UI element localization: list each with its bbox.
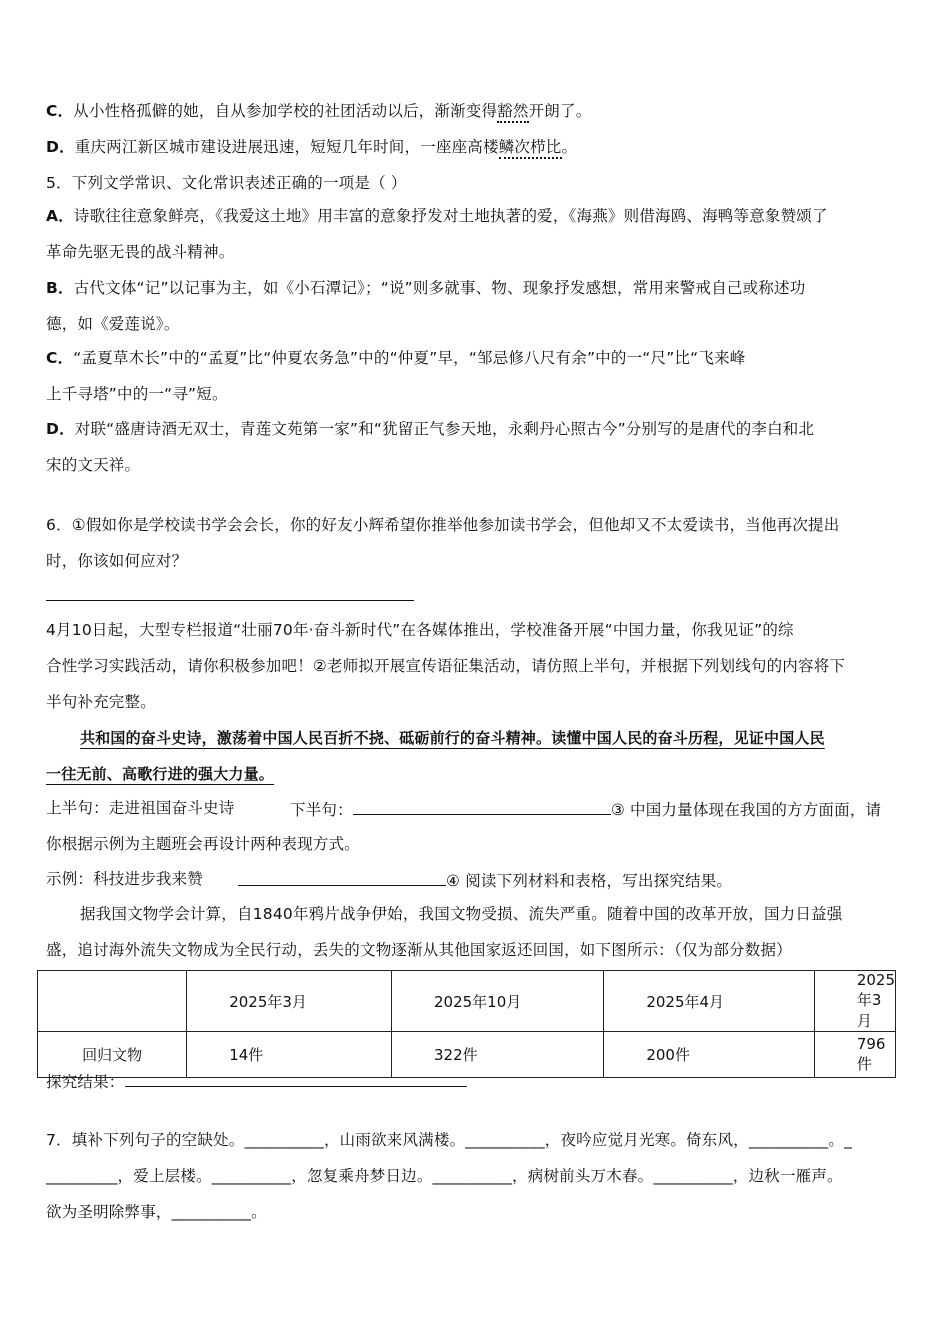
q6-stem-line1: 6．①假如你是学校读书学会会长，你的好友小辉希望你推举他参加读书学会，但他却又不太爱读书，当他再次提出 [46,516,840,534]
result-row [46,1070,467,1092]
option-text-end: 。 [561,138,578,156]
option-label: D． [46,138,75,156]
underlined-sentence-line2: 一往无前、高歌行进的强大力量。 [46,765,275,783]
lower-half-blank[interactable] [353,798,611,815]
table-cell: 14件 [187,1032,392,1078]
option-label: B． [46,279,74,297]
material-line1: 据我国文物学会计算，自1840年鸦片战争伊始，我国文物受损、流失严重。随着中国的改革开放，国力日益强 [80,905,843,923]
result-blank[interactable] [125,1070,467,1087]
q5-option-a-line2: 革命先驱无畏的战斗精神。 [46,243,235,261]
q6-sub3-line2: 你根据示例为主题班会再设计两种表现方式。 [46,835,361,853]
q7-line2: _________，爱上层楼。__________，忽复乘舟梦日边。__________，病树前头万木春。__________，边秋一雁声。 [46,1167,843,1185]
option-text: 古代文体“记”以记事为主，如《小石潭记》；“说”则多就事、物、现象抒发感想，常用来警戒自己或称述功 [73,279,806,297]
table-header-cell: 2025年3月 [187,971,392,1032]
q6-sub4-text: ④ 阅读下列材料和表格，写出探究结果。 [446,872,733,890]
table-header-cell: 2025年3月 [814,971,895,1032]
example-answer-row [238,869,732,891]
table-header-cell [38,971,187,1032]
dotted-word: 豁然 [497,102,528,123]
option-text: 对联“盛唐诗酒无双士，青莲文苑第一家”和“犹留正气参天地，永剩丹心照古今”分别写的是唐代的李白和北 [74,420,815,438]
lower-half-sentence [290,798,881,820]
returned-relics-table [37,970,896,1078]
option-label: D． [46,420,75,438]
table-cell: 322件 [392,1032,604,1078]
q5-option-c-line2: 上千寻塔”中的一“寻”短。 [46,385,228,403]
q7-line3: 欲为圣明除弊事，__________。 [46,1203,267,1221]
material-line2: 盛，追讨海外流失文物成为全民行动，丢失的文物逐渐从其他国家返还回国，如下图所示：（仅为部分数据） [46,941,792,959]
q5-option-b-line1 [46,278,805,298]
q5-option-a-line1 [46,206,828,226]
upper-half-sentence: 上半句：走进祖国奋斗史诗 [46,799,235,817]
q5-option-d-line1 [46,419,814,439]
example-text: 示例：科技进步我来赞 [46,870,204,888]
q6-intro-line1: 4月10日起，大型专栏报道“壮丽70年·奋斗新时代”在各媒体推出，学校准备开展“中国力量，你我见证”的综 [46,621,794,639]
q7-line1: 7．填补下列句子的空缺处。__________，山雨欲来风满楼。__________，夜吟应觉月光寒。倚东风，__________。_ [46,1131,853,1149]
q5-stem: 5．下列文学常识、文化常识表述正确的一项是（ ） [46,174,407,192]
q6-sub3-text: ③ 中国力量体现在我国的方方面面，请 [610,801,882,819]
option-text: “孟夏草木长”中的“孟夏”比“仲夏农务急”中的“仲夏”早，“邹忌修八尺有余”中的一“尺”比“飞来峰 [73,349,746,367]
table-header-cell: 2025年10月 [392,971,604,1032]
q6-intro-line3: 半句补充完整。 [46,693,156,711]
table-header-cell: 2025年4月 [604,971,814,1032]
option-label: A． [46,207,74,225]
dotted-word: 鳞次栉比 [499,138,562,159]
option-label: C． [46,102,74,120]
table-cell: 796件 [814,1032,895,1078]
option-label: C． [46,349,74,367]
option-text: 诗歌往往意象鲜亮，《我爱这土地》用丰富的意象抒发对土地执著的爱，《海燕》则借海鸥、海鸭等意象赞颂了 [73,207,828,225]
q4-option-d [46,137,577,157]
option-text: 从小性格孤僻的她，自从参加学校的社团活动以后，渐渐变得 [73,102,498,120]
result-label: 探究结果： [46,1073,125,1091]
q5-option-b-line2: 德，如《爱莲说》。 [46,315,180,333]
example-blank[interactable] [238,869,446,886]
q5-option-d-line2: 宋的文天祥。 [46,456,141,474]
option-text: 重庆两江新区城市建设进展迅速，短短几年时间，一座座高楼 [74,138,499,156]
q6-intro-line2: 合性学习实践活动，请你积极参加吧！②老师拟开展宣传语征集活动，请仿照上半句，并根据下列划线句的内容将下 [46,657,846,675]
q6-stem-line2: 时，你该如何应对？ [46,552,188,570]
q4-option-c [46,101,591,121]
table-header-row [38,971,896,1032]
table-row-label: 回归文物 [38,1032,187,1078]
q5-option-c-line1 [46,348,745,368]
underlined-sentence-line1: 共和国的奋斗史诗，激荡着中国人民百折不挠、砥砺前行的奋斗精神。读懂中国人民的奋斗历程，见证中国人民 [80,729,825,747]
answer-line[interactable] [46,600,414,601]
lower-half-label: 下半句： [290,801,353,819]
option-text-end: 开朗了。 [528,102,592,120]
table-cell: 200件 [604,1032,814,1078]
